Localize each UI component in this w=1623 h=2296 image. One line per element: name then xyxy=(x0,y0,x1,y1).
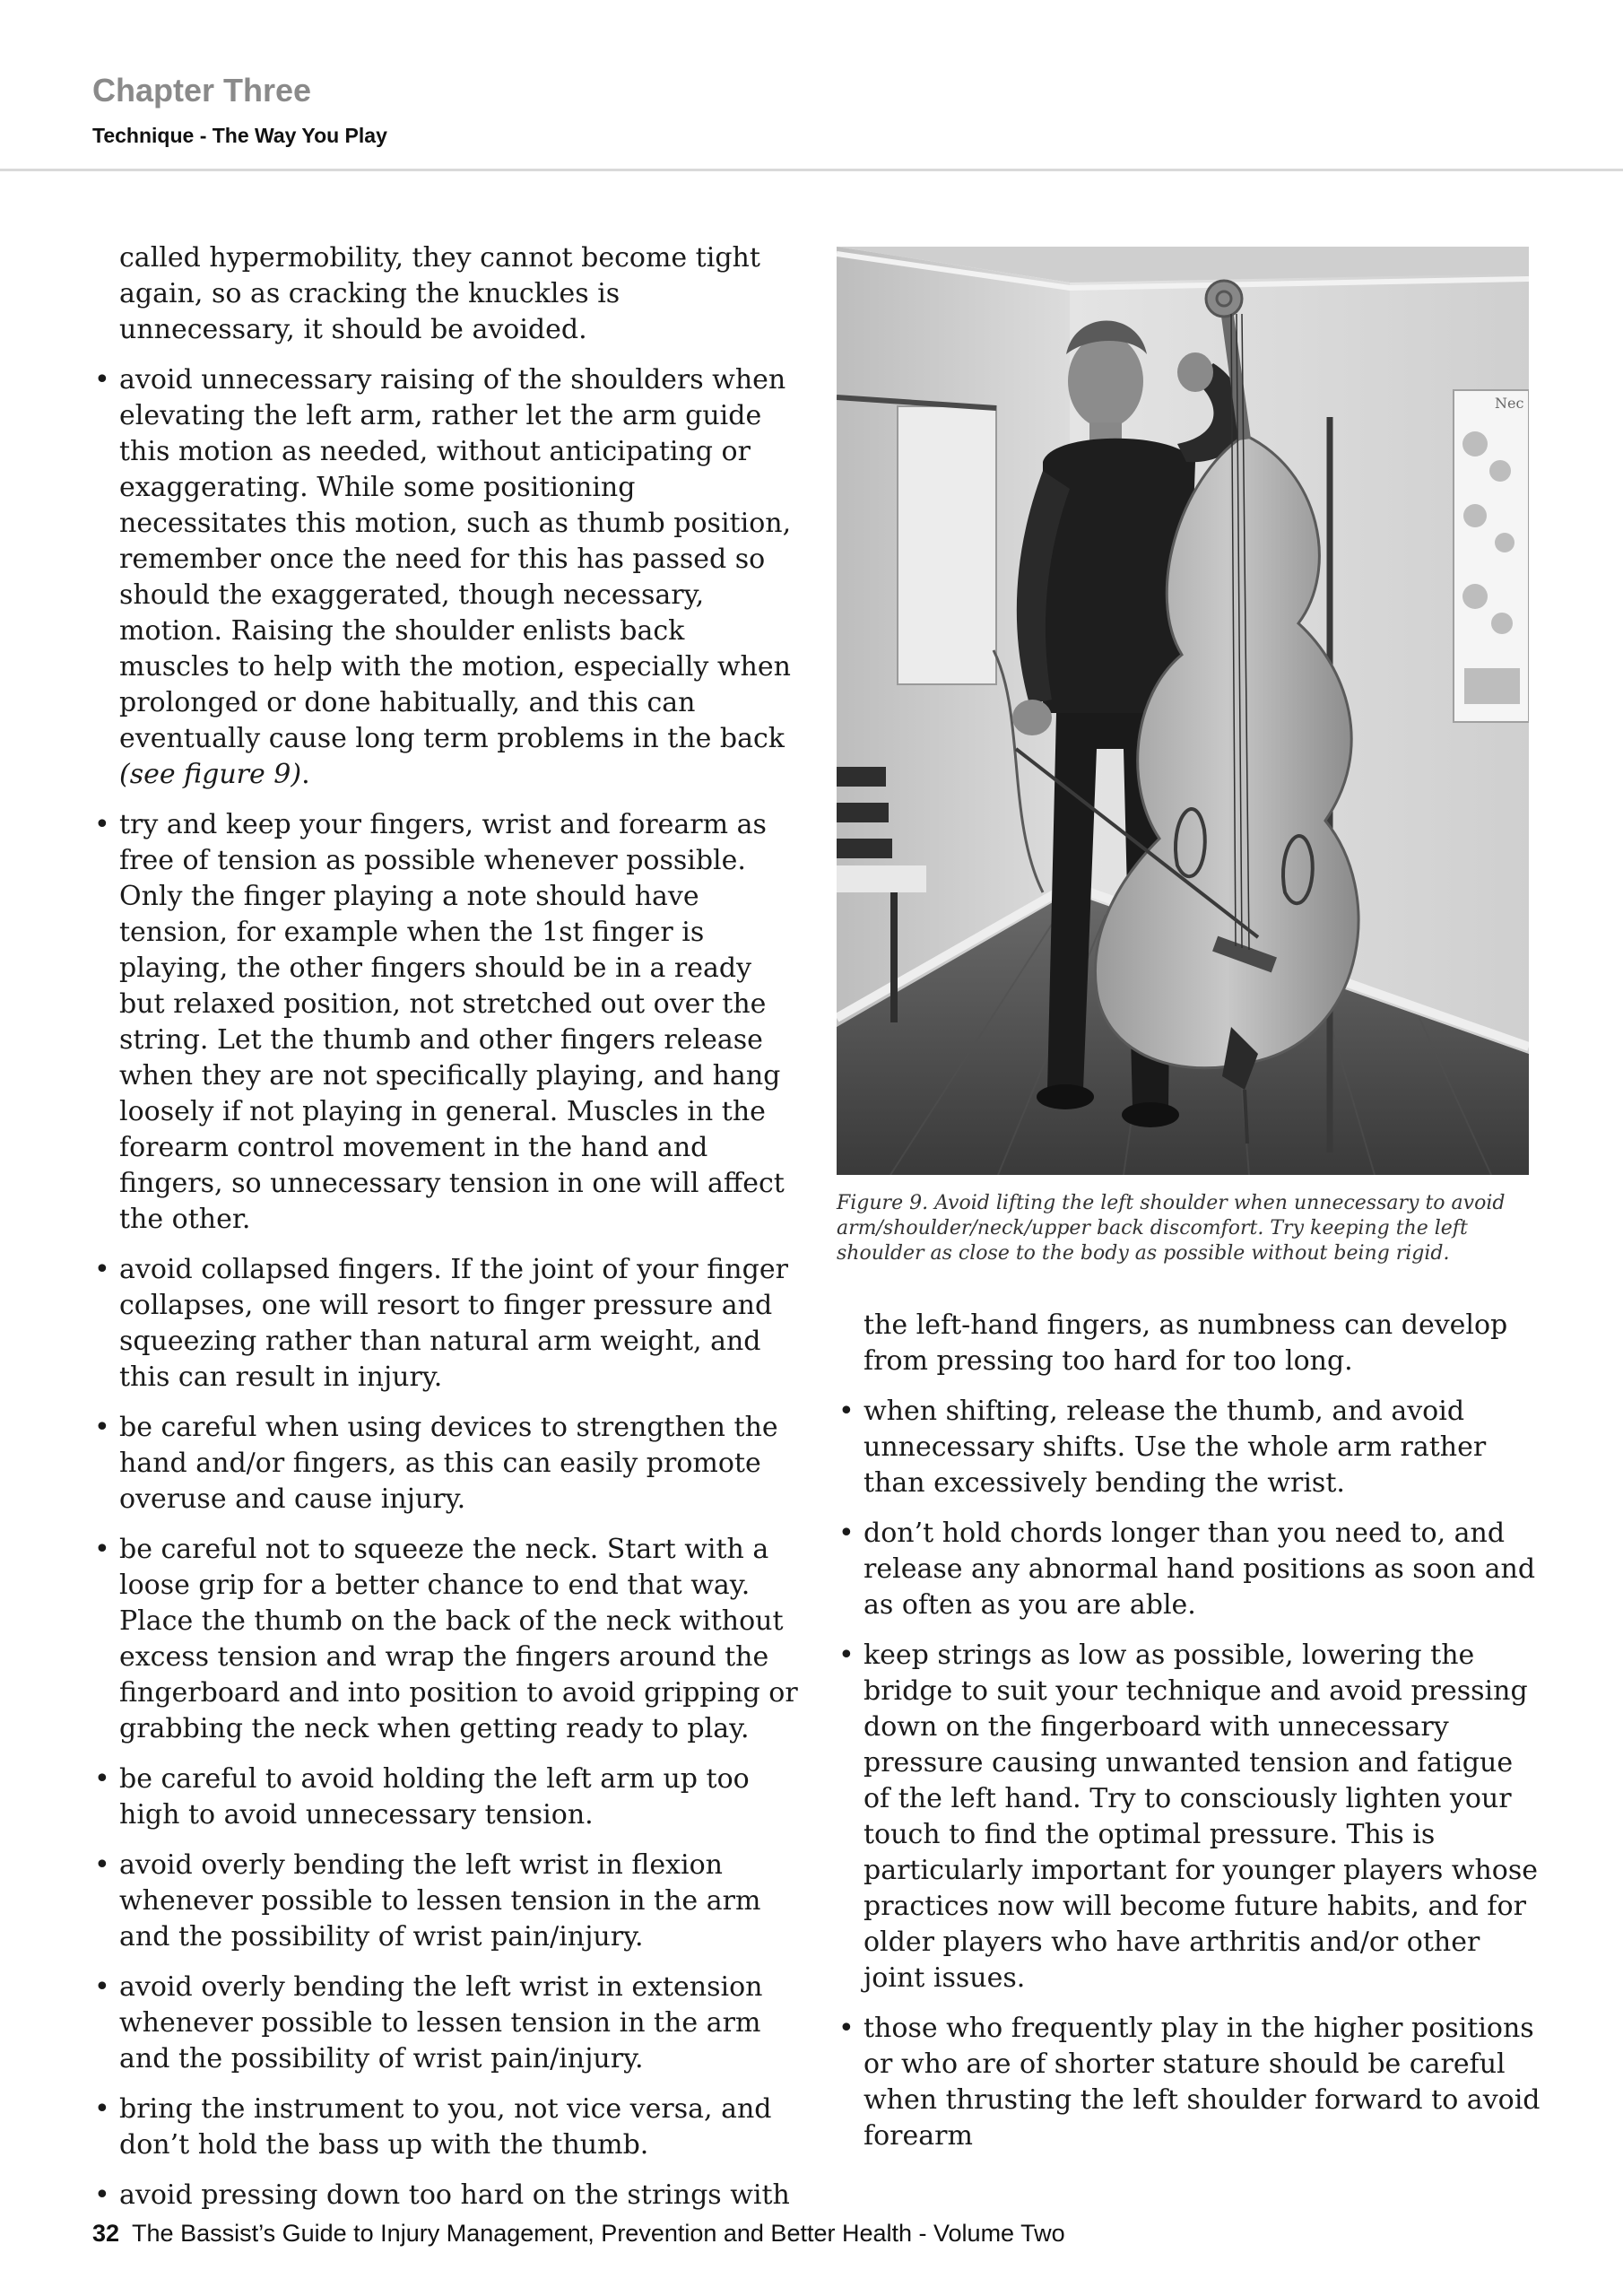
bullet-icon: • xyxy=(94,1412,110,1443)
continued-paragraph: called hypermobility, they cannot become tight again, so as cracking the knuckles is unnecessary, it should be avoided. xyxy=(119,242,760,345)
bullet-icon: • xyxy=(838,1396,855,1427)
list-item xyxy=(94,2092,801,2163)
page-header xyxy=(0,0,1623,171)
list-item-text: avoid overly bending the left wrist in flexion whenever possible to lessen tension in the arm and the possibility of wrist pain/injury. xyxy=(119,1849,761,1952)
list-item xyxy=(838,2011,1545,2154)
page-number: 32 xyxy=(92,2220,120,2247)
poster-text: Nec xyxy=(1495,395,1524,412)
list-item-text: avoid pressing down too hard on the strings with xyxy=(119,2179,790,2211)
list-item-text: be careful when using devices to strengthen the hand and/or fingers, as this can easily promote overuse and cause injury. xyxy=(119,1412,778,1515)
list-item-end: . xyxy=(301,759,310,790)
bassist-photo-illustration xyxy=(837,247,1529,1175)
list-item xyxy=(94,1410,801,1518)
bullet-icon: • xyxy=(94,2093,110,2125)
right-column xyxy=(838,1308,1545,2169)
bullet-icon: • xyxy=(838,1518,855,1549)
bullet-icon: • xyxy=(94,1763,110,1795)
list-item-text: avoid unnecessary raising of the shoulders when elevating the left arm, rather let the arm guide this motion as needed, without anticipating or exaggerating. While some positioning necessitates this motion, such as thumb position, remember once the need for this has passed so should the exaggerated, though necessary, motion. Raising the shoulder enlists back muscles to help with the motion, especially when prolonged or done habitually, and this can eventually cause long term problems in the back xyxy=(119,364,792,754)
bullet-icon: • xyxy=(94,1534,110,1565)
list-item xyxy=(94,2178,801,2213)
chapter-title: Chapter Three xyxy=(92,72,312,109)
bullet-icon: • xyxy=(94,1849,110,1881)
figure-caption: Figure 9. Avoid lifting the left shoulder when unnecessary to avoid arm/shoulder/neck/upper back discomfort. Try keeping the left shoulder as close to the body as possible without being rigid. xyxy=(837,1192,1506,1265)
list-item-text: be careful to avoid holding the left arm up too high to avoid unnecessary tension. xyxy=(119,1763,750,1831)
figure-reference: (see figure 9) xyxy=(119,759,302,790)
continued-paragraph: the left-hand fingers, as numbness can develop from pressing too hard for too long. xyxy=(864,1309,1508,1377)
list-item xyxy=(838,1394,1545,1501)
list-item xyxy=(94,1252,801,1396)
bullet-icon: • xyxy=(838,2013,855,2044)
list-item-text: when shifting, release the thumb, and avoid unnecessary shifts. Use the whole arm rather than excessively bending the wrist. xyxy=(864,1396,1487,1499)
figure-photo xyxy=(837,247,1529,1175)
list-item xyxy=(94,807,801,1238)
list-item-text: avoid overly bending the left wrist in extension whenever possible to lessen tension in the arm and the possibility of wrist pain/injury. xyxy=(119,1971,763,2074)
chapter-subtitle: Technique - The Way You Play xyxy=(92,124,387,147)
list-item xyxy=(94,1532,801,1747)
list-item xyxy=(838,1638,1545,1996)
page-footer xyxy=(92,2220,1065,2248)
list-item-text: be careful not to squeeze the neck. Start with a loose grip for a better chance to end that way. Place the thumb on the back of the neck without excess tension and wrap the fingers around the fingerboard and into position to avoid gripping or grabbing the neck when getting ready to play. xyxy=(119,1534,798,1744)
list-item-text: those who frequently play in the higher positions or who are of shorter stature should be careful when thrusting the left shoulder forward to avoid forearm xyxy=(864,2013,1541,2152)
list-item-text: avoid collapsed fingers. If the joint of your finger collapses, one will resort to finger pressure and squeezing rather than natural arm weight, and this can result in injury. xyxy=(119,1254,788,1393)
list-item-text: try and keep your fingers, wrist and forearm as free of tension as possible whenever possible. Only the finger playing a note should have tension, for example when the 1st finger is playing, the other fingers should be in a ready but relaxed position, not stretched out over the string. Let the thumb and other fingers release when they are not specifically playing, and hang loosely if not playing in general. Muscles in the forearm control movement in the hand and fingers, so unnecessary tension in one will affect the other. xyxy=(119,809,785,1235)
list-item xyxy=(94,1848,801,1955)
list-item xyxy=(94,1970,801,2077)
bullet-icon: • xyxy=(838,1639,855,1671)
bullet-icon: • xyxy=(94,364,110,396)
left-column xyxy=(94,240,801,2228)
list-item-text: bring the instrument to you, not vice versa, and don’t hold the bass up with the thumb. xyxy=(119,2093,772,2161)
bullet-icon: • xyxy=(94,2179,110,2211)
book-title: The Bassist’s Guide to Injury Management, Prevention and Better Health - Volume Two xyxy=(132,2220,1065,2247)
bullet-icon: • xyxy=(94,1254,110,1285)
bullet-icon: • xyxy=(94,1971,110,2003)
bullet-icon: • xyxy=(94,809,110,840)
list-item xyxy=(838,1516,1545,1623)
list-item xyxy=(94,1761,801,1833)
list-item xyxy=(94,362,801,793)
list-item-text: keep strings as low as possible, lowering the bridge to suit your technique and avoid pressing down on the fingerboard with unnecessary pressure causing unwanted tension and fatigue of the left hand. Try to consciously lighten your touch to find the optimal pressure. This is particularly important for younger players whose practices now will become future habits, and for older players who have arthritis and/or other joint issues. xyxy=(864,1639,1539,1994)
list-item-text: don’t hold chords longer than you need to, and release any abnormal hand positions as soon and as often as you are able. xyxy=(864,1518,1536,1621)
